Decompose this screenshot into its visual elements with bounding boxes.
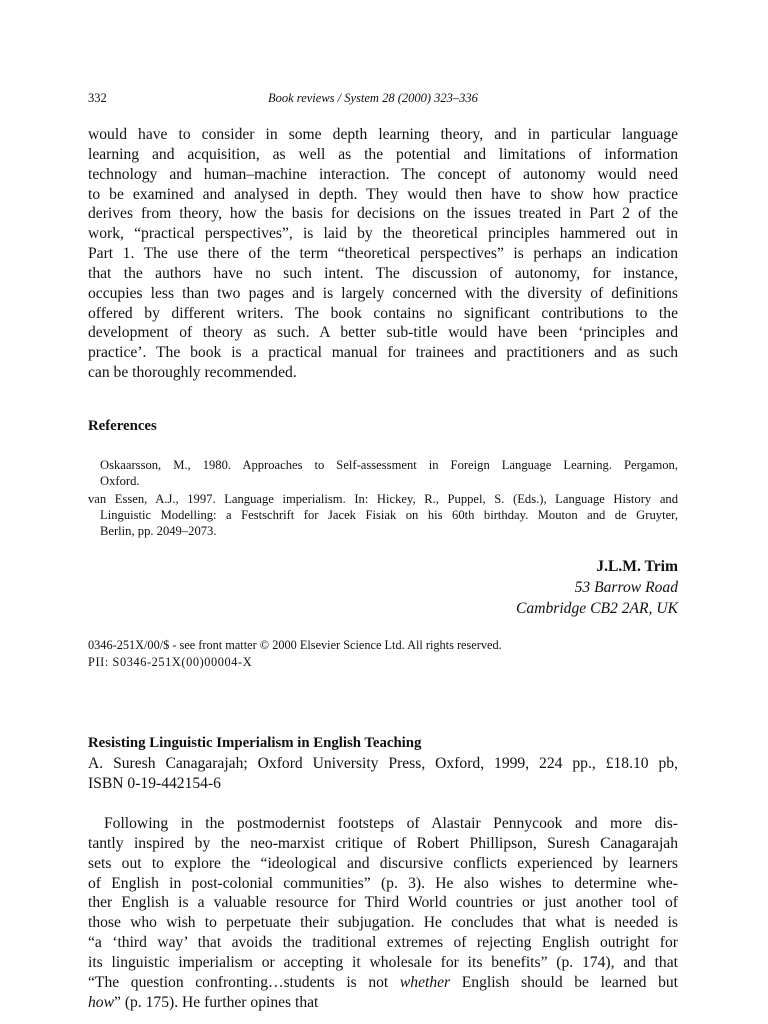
reference-line: Oxford.: [100, 474, 140, 488]
text-line: those who wish to perpetuate their subjugation. He concludes that what is needed is: [88, 914, 678, 932]
reference-line: Linguistic Modelling: a Festschrift for Jacek Fisiak on his 60th birthday. Mouton and de Gruyter,: [100, 508, 678, 522]
review1-closing-paragraph: [88, 125, 678, 383]
text-line: technology and human–machine interaction. The concept of autonomy would need: [88, 165, 678, 183]
text-line: derives from theory, how the basis for decisions on the issues treated in Part 2 of the: [88, 205, 678, 223]
reference-line: Oskaarsson, M., 1980. Approaches to Self-assessment in Foreign Language Learning. Pergamon,: [100, 458, 678, 472]
text-line: ther English is a valuable resource for Third World countries or just another tool of: [88, 894, 678, 912]
text-fragment: ” (p. 175). He further opines that: [114, 993, 319, 1011]
review2-bibliographic-header: [88, 734, 678, 794]
book-isbn: ISBN 0-19-442154-6: [88, 774, 221, 792]
text-line: would have to consider in some depth learning theory, and in particular language: [88, 126, 678, 143]
reviewer-signature: [378, 556, 678, 619]
text-line: work, “practical perspectives”, is laid by the theoretical principles hammered out in: [88, 225, 678, 243]
text-line: that the authors have no such intent. The discussion of autonomy, for instance,: [88, 264, 678, 282]
text-line: tantly inspired by the neo-marxist critique of Robert Phillipson, Suresh Canagarajah: [88, 834, 678, 852]
reference-item: [88, 457, 678, 489]
emphasis: whether: [399, 973, 451, 991]
book-details: A. Suresh Canagarajah; Oxford University Press, Oxford, 1999, 224 pp., £18.10 pb,: [88, 754, 678, 772]
text-line: “a ‘third way’ that avoids the traditional extremes of rejecting English outright for: [88, 934, 678, 952]
text-line: practice’. The book is a practical manual for trainees and practitioners and as such: [88, 344, 678, 362]
text-line: development of theory as such. A better sub-title would have been ‘principles and: [88, 324, 678, 342]
copyright-line: 0346-251X/00/$ - see front matter © 2000 Elsevier Science Ltd. All rights reserved.: [88, 638, 502, 652]
text-line: [88, 973, 678, 993]
running-header: [88, 91, 678, 107]
book-title: Resisting Linguistic Imperialism in English Teaching: [88, 735, 422, 751]
text-line: offered by different writers. The book contains no significant contributions to the: [88, 304, 678, 322]
text-line: Following in the postmodernist footsteps of Alastair Pennycook and more dis-: [104, 815, 678, 832]
text-fragment: “The question confronting…students is not: [88, 973, 400, 991]
text-line: [88, 993, 678, 1013]
text-fragment: English should be learned but: [450, 973, 678, 991]
page-number: 332: [88, 91, 107, 105]
review2-opening-paragraph: [88, 814, 678, 1012]
text-line: can be thoroughly recommended.: [88, 364, 297, 382]
reference-line: Berlin, pp. 2049–2073.: [100, 524, 217, 538]
text-line: occupies less than two pages and is largely concerned with the diversity of definitions: [88, 284, 678, 302]
reference-item: [88, 491, 678, 539]
emphasis: how: [88, 993, 114, 1011]
text-line: of English in post-colonial communities” (p. 3). He also wishes to determine whe-: [88, 874, 678, 892]
reviewer-address-line: Cambridge CB2 2AR, UK: [516, 600, 678, 617]
text-line: to be examined and analysed in depth. They would then have to show how practice: [88, 185, 678, 203]
text-line: learning and acquisition, as well as the potential and limitations of information: [88, 145, 678, 163]
reviewer-name: J.L.M. Trim: [596, 558, 678, 575]
text-line: sets out to explore the “ideological and discursive conflicts experienced by learners: [88, 854, 678, 872]
references-list: [88, 457, 678, 541]
copyright-block: [88, 637, 502, 671]
running-head: Book reviews / System 28 (2000) 323–336: [268, 91, 478, 105]
text-line: its linguistic imperialism or accepting it wholesale for its benefits” (p. 174), and that: [88, 953, 678, 971]
references-heading: References: [88, 418, 157, 434]
reviewer-address-line: 53 Barrow Road: [574, 579, 678, 596]
text-line: Part 1. The use there of the term “theoretical perspectives” is perhaps an indication: [88, 245, 678, 263]
reference-line: van Essen, A.J., 1997. Language imperialism. In: Hickey, R., Puppel, S. (Eds.), Language History and: [88, 492, 678, 506]
pii-line: PII: S0346-251X(00)00004-X: [88, 655, 253, 669]
